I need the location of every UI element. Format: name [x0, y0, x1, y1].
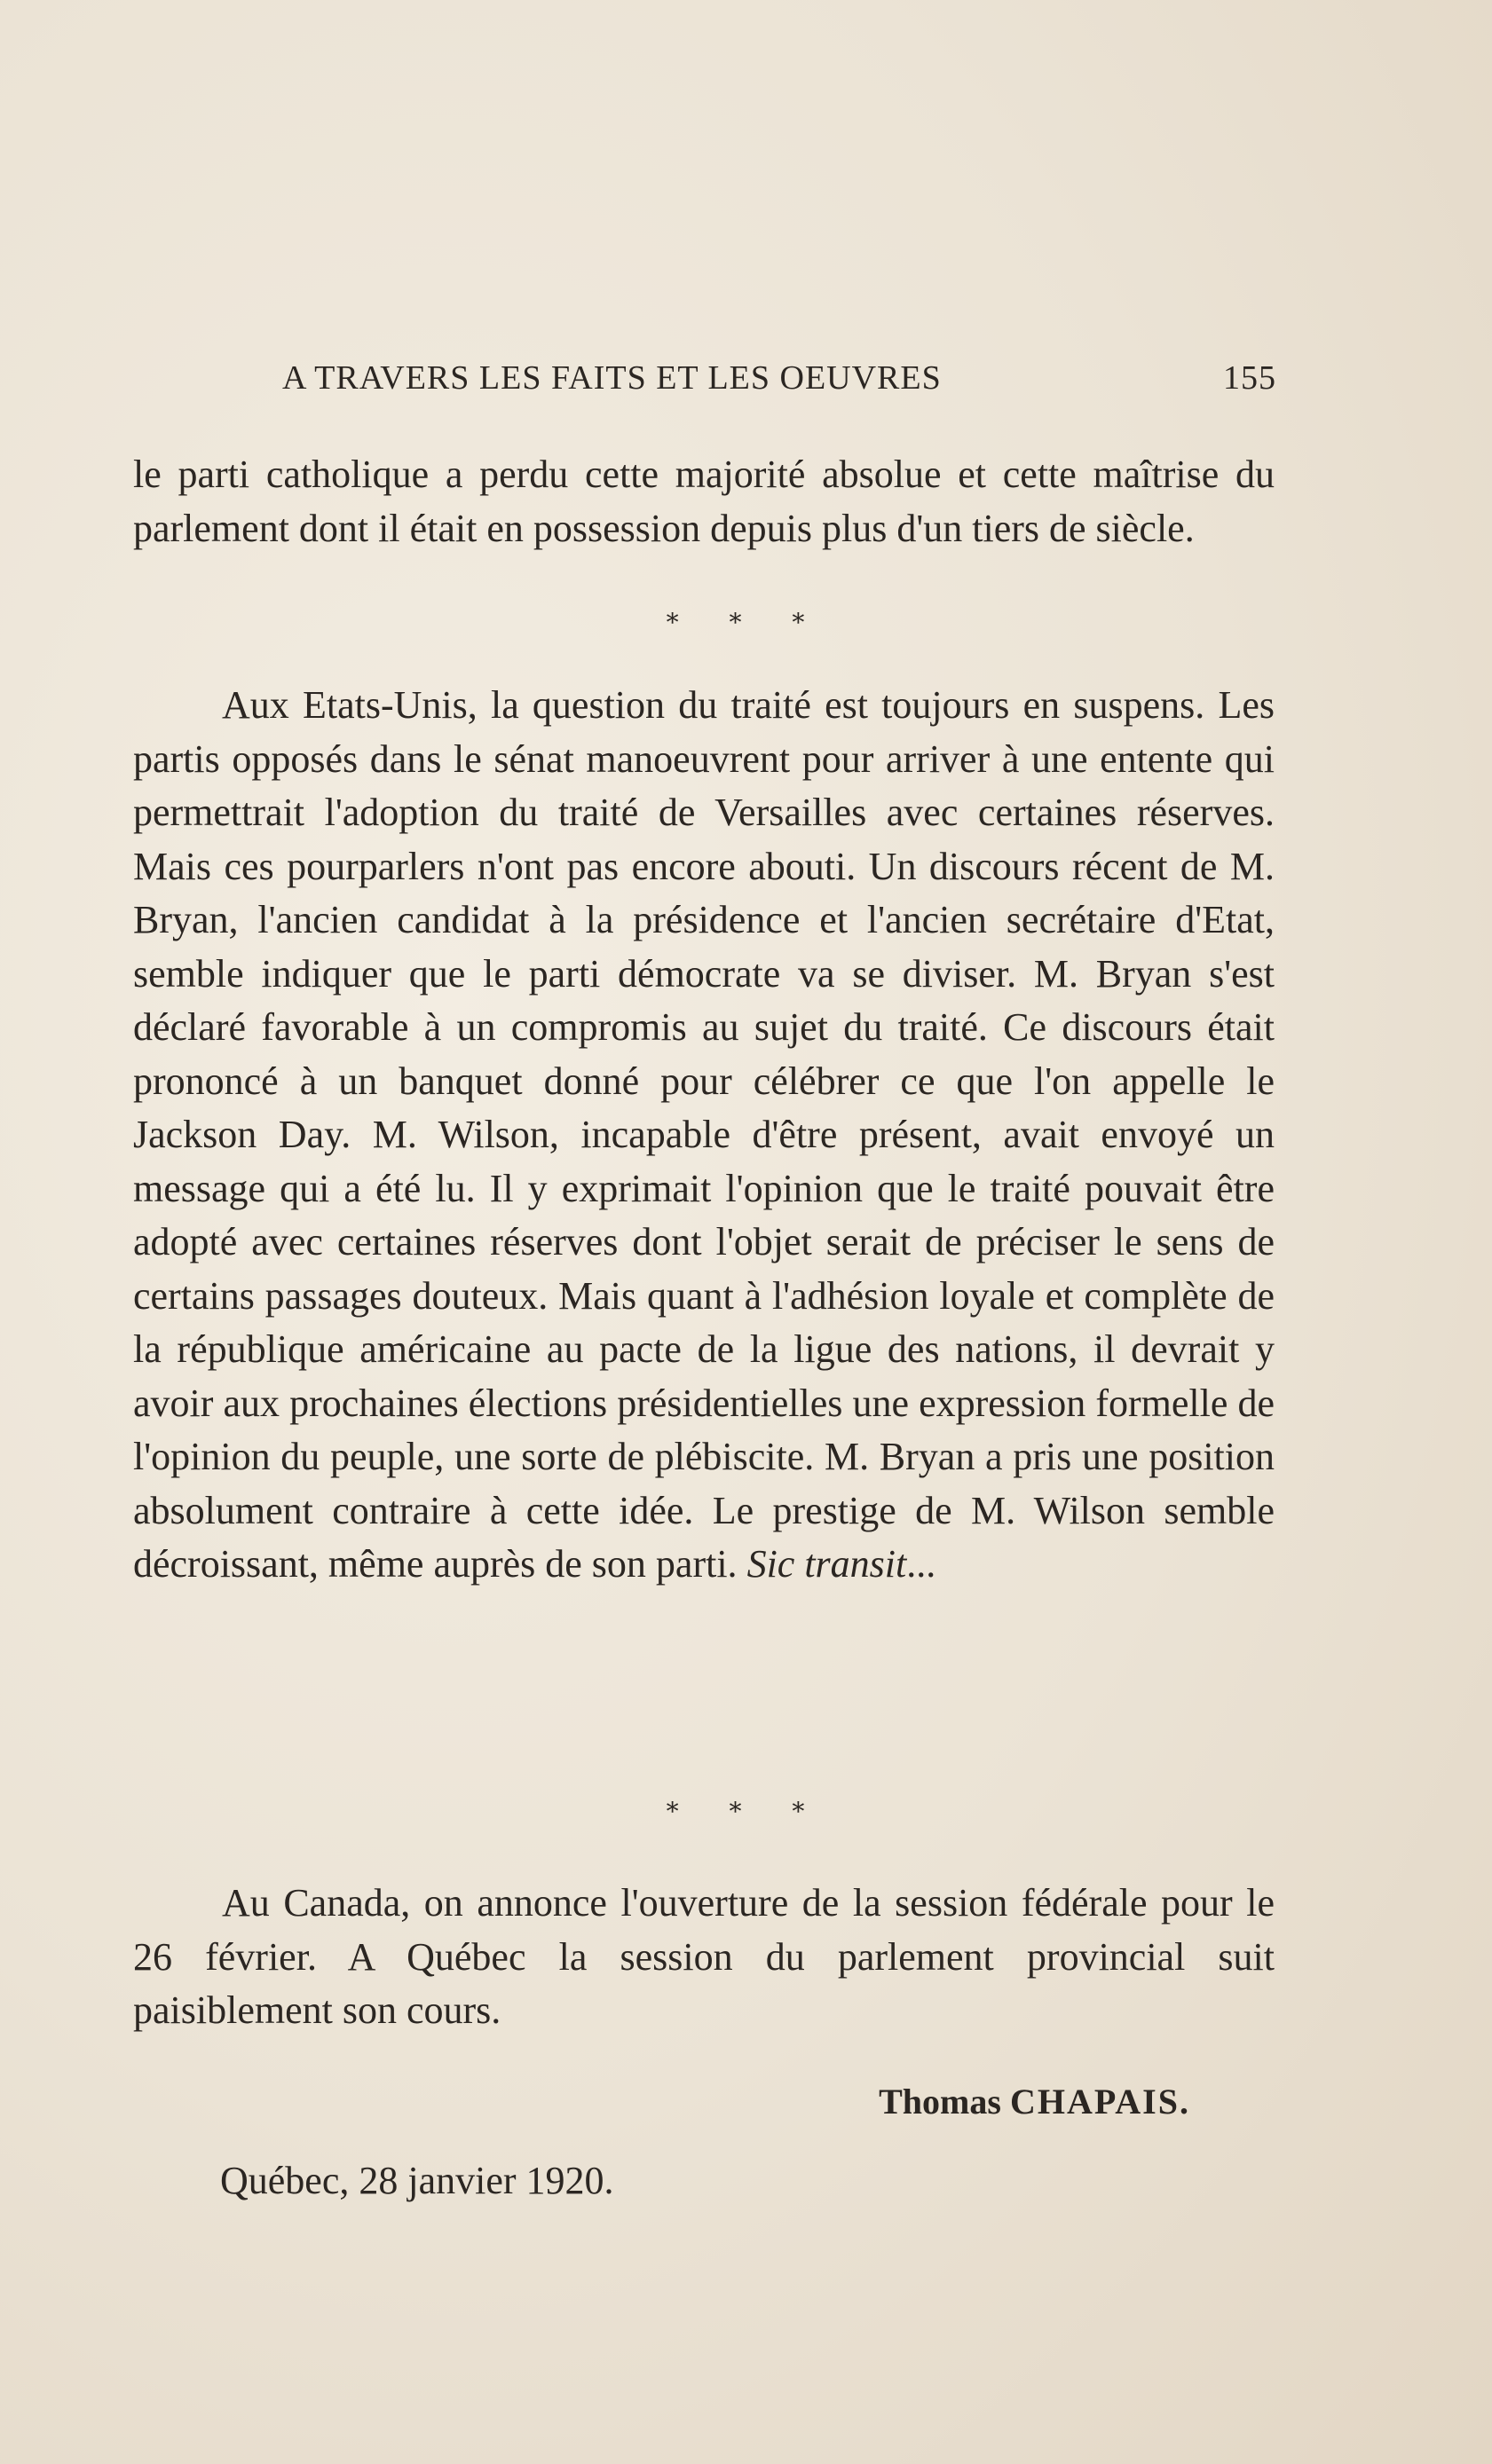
paragraph-text: Au Canada, on annonce l'ouverture de la session fédérale pour le 26 février. A Québec la session du parlement provincial suit paisiblement son cours.	[133, 1881, 1275, 2032]
author-given-name: Thomas	[879, 2082, 1001, 2122]
section-separator: * * *	[666, 1797, 826, 1826]
author-signature	[879, 2081, 1190, 2122]
paragraph-continuation	[133, 448, 1275, 555]
paragraph-canada	[133, 1877, 1275, 2038]
ellipsis: ...	[906, 1542, 936, 1586]
paragraph-text	[133, 679, 1275, 1592]
dateline: Québec, 28 janvier 1920.	[220, 2159, 614, 2202]
author-surname: CHAPAIS.	[1009, 2082, 1190, 2122]
paragraph-text: le parti catholique a perdu cette majorité absolue et cette maîtrise du parlement dont il était en possession depuis plus d'un tiers de siècle.	[133, 453, 1275, 550]
running-head	[282, 353, 1276, 406]
italic-phrase: Sic transit	[746, 1542, 907, 1586]
page-number: 155	[1223, 359, 1276, 397]
paragraph-body: Aux Etats-Unis, la question du traité est toujours en suspens. Les partis opposés dans le sénat manoeuvrent pour arriver à une entente qui permettrait l'adoption du traité de Versailles avec certaines réserves. Mais ces pourparlers n'ont pas encore abouti. Un discours récent de M. Bryan, l'ancien candidat à la présidence et l'ancien secrétaire d'Etat, semble indiquer que le parti démocrate va se diviser. M. Bryan s'est déclaré favorable à un compromis au sujet du traité. Ce discours était prononcé à un banquet donné pour célébrer ce que l'on appelle le Jackson Day. M. Wilson, incapable d'être présent, avait envoyé un message qui a été lu. Il y exprimait l'opinion que le traité pouvait être adopté avec certaines réserves dont l'objet serait de préciser le sens de certains passages douteux. Mais quant à l'adhésion loyale et complète de la république américaine au pacte de la ligue des nations, il devrait y avoir aux prochaines élections présidentielles une expression formelle de l'opinion du peuple, une sorte de plébiscite. M. Bryan a pris une position absolument contraire à cette idée. Le prestige de M. Wilson semble décroissant, même auprès de son parti.	[133, 683, 1275, 1586]
running-title: A TRAVERS LES FAITS ET LES OEUVRES	[282, 359, 942, 397]
paragraph-united-states	[133, 679, 1275, 1592]
section-separator: * * *	[666, 608, 826, 637]
